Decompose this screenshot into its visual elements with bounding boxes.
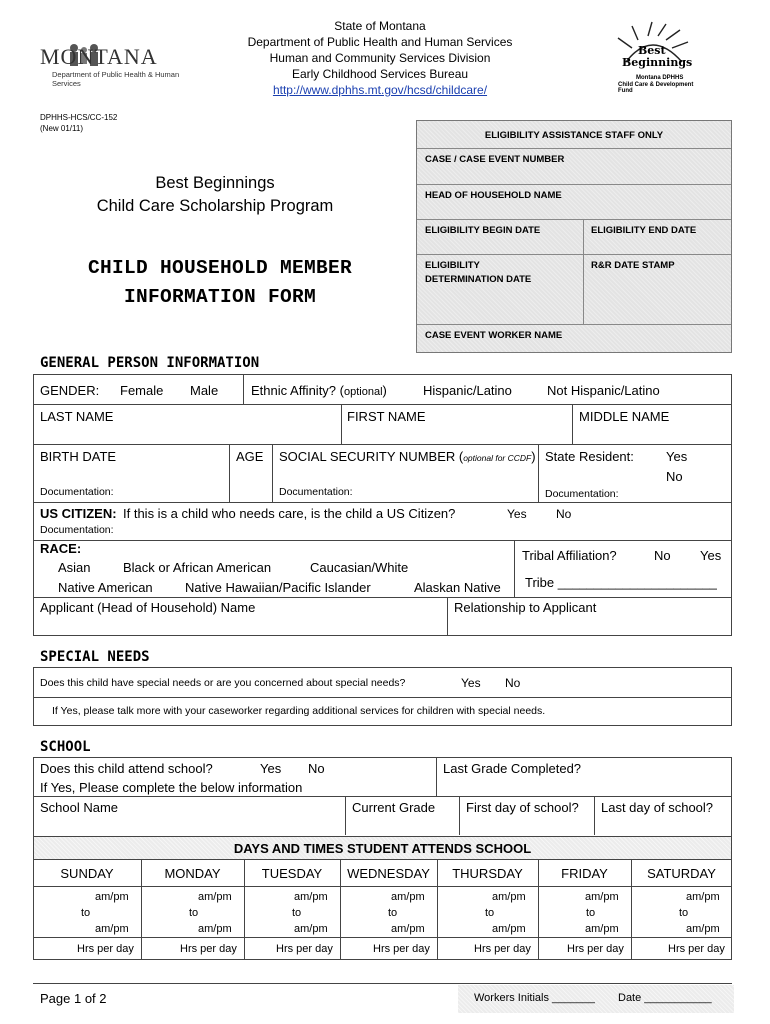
time-to-label: to [485, 907, 495, 919]
start-time-ampm[interactable]: am/pm [391, 891, 425, 903]
day-label-monday: MONDAY [164, 866, 221, 881]
school-heading: SCHOOL [40, 739, 91, 755]
gender-female-option[interactable]: Female [120, 383, 164, 398]
worker-name-field[interactable]: CASE EVENT WORKER NAME [425, 330, 563, 341]
program-title-line: Child Care Scholarship Program [96, 197, 334, 215]
day-label-wednesday: WEDNESDAY [347, 866, 430, 881]
divider [33, 597, 732, 598]
middle-name-field[interactable]: MIDDLE NAME [579, 409, 670, 424]
workers-initials-field[interactable]: Workers Initials _______ [474, 992, 595, 1004]
birth-date-field[interactable]: BIRTH DATE [40, 449, 117, 464]
hrs-per-day-field[interactable]: Hrs per day [668, 943, 725, 955]
hispanic-option[interactable]: Hispanic/Latino [423, 383, 512, 398]
ethnic-text: Ethnic Affinity? ( [251, 383, 344, 398]
day-label-sunday: SUNDAY [60, 866, 114, 881]
header-line: State of Montana [334, 19, 426, 33]
special-needs-question: Does this child have special needs or are you concerned about special needs? [40, 677, 406, 689]
divider [33, 404, 732, 405]
last-name-field[interactable]: LAST NAME [40, 409, 114, 424]
eligibility-begin-field[interactable]: ELIGIBILITY BEGIN DATE [417, 220, 583, 255]
ssn-optional: optional for CCDF [463, 453, 532, 463]
hrs-per-day-field[interactable]: Hrs per day [474, 943, 531, 955]
race-label: RACE: [40, 541, 82, 556]
divider [33, 937, 732, 938]
time-to-label: to [81, 907, 91, 919]
ssn-field[interactable] [279, 449, 536, 466]
gender-label: GENDER: [40, 383, 100, 398]
form-title-line: INFORMATION FORM [123, 286, 317, 308]
ethnic-close: ) [382, 383, 387, 398]
time-to-label: to [292, 907, 302, 919]
divider [436, 757, 437, 796]
divider [514, 540, 515, 597]
start-time-ampm[interactable]: am/pm [198, 891, 232, 903]
hrs-per-day-field[interactable]: Hrs per day [373, 943, 430, 955]
form-title [40, 254, 400, 312]
determination-date-field[interactable] [417, 255, 583, 325]
best-beginnings-logo [608, 20, 704, 94]
end-time-ampm[interactable]: am/pm [585, 923, 619, 935]
days-heading: DAYS AND TIMES STUDENT ATTENDS SCHOOL [233, 841, 532, 856]
case-number-field[interactable]: CASE / CASE EVENT NUMBER [417, 149, 731, 185]
footer-rule [33, 983, 732, 984]
time-to-label: to [679, 907, 689, 919]
day-label-friday: FRIDAY [561, 866, 608, 881]
divider [33, 540, 732, 541]
divider [229, 444, 230, 502]
end-time-ampm[interactable]: am/pm [686, 923, 720, 935]
ssn-documentation[interactable]: Documentation: [279, 486, 353, 498]
hrs-per-day-field[interactable]: Hrs per day [77, 943, 134, 955]
divider [33, 796, 732, 797]
start-time-ampm[interactable]: am/pm [492, 891, 526, 903]
staff-heading: ELIGIBILITY ASSISTANCE STAFF ONLY [417, 121, 731, 149]
end-time-ampm[interactable]: am/pm [492, 923, 526, 935]
day-label-thursday: THURSDAY [452, 866, 523, 881]
end-time-ampm[interactable]: am/pm [391, 923, 425, 935]
first-name-field[interactable]: FIRST NAME [347, 409, 426, 424]
rr-date-stamp-field[interactable]: R&R DATE STAMP [583, 255, 731, 325]
form-revision: (New 01/11) [40, 124, 83, 133]
us-citizen-question: If this is a child who needs care, is the child a US Citizen? [123, 506, 456, 521]
special-needs-heading: SPECIAL NEEDS [40, 649, 150, 665]
divider [33, 502, 732, 503]
start-time-ampm[interactable]: am/pm [585, 891, 619, 903]
divider [447, 597, 448, 636]
end-time-ampm[interactable]: am/pm [294, 923, 328, 935]
residency-documentation[interactable]: Documentation: [545, 488, 619, 500]
time-to-label: to [189, 907, 199, 919]
tribal-no[interactable]: No [654, 548, 671, 563]
school-name-field[interactable]: School Name [40, 800, 119, 815]
last-grade-field[interactable]: Last Grade Completed? [443, 761, 582, 776]
divider [341, 404, 342, 444]
divider [459, 796, 460, 835]
divider [33, 444, 732, 445]
race-native-american[interactable]: Native American [58, 580, 153, 595]
divider [272, 444, 273, 502]
time-to-label: to [388, 907, 398, 919]
gender-male-option[interactable]: Male [190, 383, 219, 398]
attend-school-question: Does this child attend school? [40, 761, 213, 776]
website-link[interactable]: http://www.dphhs.mt.gov/hcsd/childcare/ [272, 83, 488, 97]
header-line: Early Childhood Services Bureau [291, 67, 469, 81]
attend-no[interactable]: No [308, 761, 325, 776]
hrs-per-day-field[interactable]: Hrs per day [180, 943, 237, 955]
race-asian[interactable]: Asian [58, 560, 91, 575]
head-of-household-field[interactable]: HEAD OF HOUSEHOLD NAME [417, 185, 731, 220]
tribal-affiliation-label: Tribal Affiliation? [522, 548, 617, 563]
form-code: DPHHS-HCS/CC-152 [40, 113, 118, 122]
race-black[interactable]: Black or African American [123, 560, 272, 575]
montana-dphhs-logo [38, 40, 186, 86]
race-alaskan[interactable]: Alaskan Native [414, 580, 501, 595]
bb-word-beginnings: Beginnings [622, 56, 693, 69]
divider [538, 444, 539, 502]
attend-yes[interactable]: Yes [260, 761, 282, 776]
special-needs-note: If Yes, please talk more with your caseworker regarding additional services for children with special needs. [52, 705, 546, 717]
ssn-text: SOCIAL SECURITY NUMBER ( [279, 449, 464, 464]
special-needs-yes[interactable]: Yes [461, 676, 481, 690]
us-citizen-no[interactable]: No [556, 507, 572, 521]
bb-sub1: Montana DPHHS [636, 75, 684, 81]
tribe-field[interactable]: Tribe ______________________ [525, 575, 717, 590]
time-to-label: to [586, 907, 596, 919]
ssn-close: ) [531, 449, 536, 464]
staff-only-box [416, 120, 732, 353]
program-title [40, 172, 390, 218]
divider [594, 796, 595, 835]
state-resident-yes[interactable]: Yes [666, 449, 688, 464]
day-label-tuesday: TUESDAY [261, 866, 323, 881]
birth-documentation[interactable]: Documentation: [40, 486, 114, 498]
montana-wordmark: MONTANA [40, 44, 158, 69]
bb-sub2: Child Care & Development Fund [618, 82, 694, 94]
general-section-heading: GENERAL PERSON INFORMATION [40, 355, 260, 371]
divider [33, 886, 732, 887]
hrs-per-day-field[interactable]: Hrs per day [276, 943, 333, 955]
last-day-field[interactable]: Last day of school? [601, 800, 714, 815]
montana-subtitle: Department of Public Health & Human Services [52, 70, 180, 88]
header-line: Human and Community Services Division [269, 51, 491, 65]
race-native-hawaiian[interactable]: Native Hawaiian/Pacific Islander [185, 580, 371, 595]
divider [345, 796, 346, 835]
form-title-line: CHILD HOUSEHOLD MEMBER [87, 257, 353, 279]
race-caucasian[interactable]: Caucasian/White [310, 560, 409, 575]
divider [243, 374, 244, 404]
day-label-saturday: SATURDAY [647, 866, 716, 881]
start-time-ampm[interactable]: am/pm [95, 891, 129, 903]
citizen-documentation[interactable]: Documentation: [40, 524, 114, 536]
program-title-line: Best Beginnings [155, 174, 275, 192]
not-hispanic-option[interactable]: Not Hispanic/Latino [547, 383, 660, 398]
tribal-yes[interactable]: Yes [700, 548, 722, 563]
start-time-ampm[interactable]: am/pm [294, 891, 328, 903]
determination-label: DETERMINATION DATE [425, 274, 532, 285]
relationship-field[interactable]: Relationship to Applicant [454, 600, 597, 615]
us-citizen-label: US CITIZEN: [40, 506, 117, 521]
header-line: Department of Public Health and Human Services [247, 35, 513, 49]
form-number [40, 112, 117, 134]
end-time-ampm[interactable]: am/pm [95, 923, 129, 935]
agency-header [220, 18, 540, 98]
bb-word-best: Best [638, 44, 666, 57]
complete-instruction: If Yes, Please complete the below information [40, 780, 303, 795]
us-citizen-yes[interactable]: Yes [507, 507, 527, 521]
age-field[interactable]: AGE [236, 449, 264, 464]
applicant-name-field[interactable]: Applicant (Head of Household) Name [40, 600, 256, 615]
first-day-field[interactable]: First day of school? [466, 800, 579, 815]
state-resident-no[interactable]: No [666, 469, 683, 484]
footer-date-field[interactable]: Date ___________ [618, 992, 712, 1004]
special-needs-no[interactable]: No [505, 676, 521, 690]
state-resident-label: State Resident: [545, 449, 634, 464]
page-number: Page 1 of 2 [40, 991, 107, 1006]
divider [33, 697, 732, 698]
staff-divider [583, 220, 584, 325]
hrs-per-day-field[interactable]: Hrs per day [567, 943, 624, 955]
start-time-ampm[interactable]: am/pm [686, 891, 720, 903]
eligibility-end-field[interactable]: ELIGIBILITY END DATE [583, 220, 731, 255]
ethnic-optional: optional [343, 386, 383, 398]
current-grade-field[interactable]: Current Grade [352, 800, 436, 815]
end-time-ampm[interactable]: am/pm [198, 923, 232, 935]
ethnic-affinity-label [251, 383, 387, 400]
divider [572, 404, 573, 444]
determination-label: ELIGIBILITY [425, 260, 480, 271]
